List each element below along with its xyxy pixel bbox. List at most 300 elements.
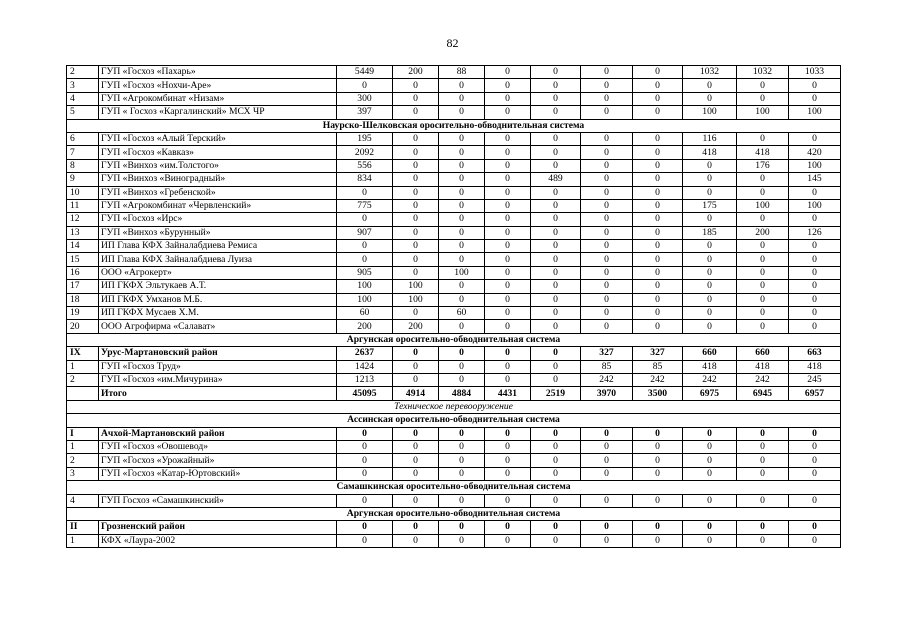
value-cell: 0: [633, 159, 683, 172]
value-cell: 0: [581, 92, 633, 105]
value-cell: 0: [393, 226, 439, 239]
table-row: [67, 146, 841, 159]
value-cell: 0: [581, 226, 633, 239]
value-cell: 100: [393, 280, 439, 293]
value-cell: 0: [789, 307, 841, 320]
value-cell: 0: [393, 240, 439, 253]
value-cell: 0: [531, 106, 581, 119]
value-cell: 420: [789, 146, 841, 159]
row-number-cell: 2: [67, 373, 99, 386]
value-cell: 100: [737, 199, 789, 212]
page-number: 82: [446, 36, 459, 50]
value-cell: 0: [531, 320, 581, 333]
value-cell: 0: [737, 320, 789, 333]
value-cell: 0: [581, 494, 633, 507]
value-cell: 6945: [737, 387, 789, 400]
value-cell: 0: [439, 280, 485, 293]
value-cell: 0: [485, 280, 531, 293]
value-cell: 100: [439, 266, 485, 279]
name-cell: ИП ГКФХ Мусаев Х.М.: [99, 307, 337, 320]
value-cell: 0: [789, 266, 841, 279]
value-cell: 0: [633, 440, 683, 453]
name-cell: Урус-Мартановский район: [99, 347, 337, 360]
value-cell: 0: [531, 293, 581, 306]
table-row: [67, 79, 841, 92]
value-cell: 0: [789, 240, 841, 253]
value-cell: 660: [737, 347, 789, 360]
value-cell: 0: [337, 440, 393, 453]
value-cell: 0: [737, 494, 789, 507]
value-cell: 1032: [737, 66, 789, 79]
value-cell: 0: [737, 186, 789, 199]
value-cell: 0: [683, 427, 737, 440]
row-number-cell: 14: [67, 240, 99, 253]
row-number-cell: 12: [67, 213, 99, 226]
value-cell: 45095: [337, 387, 393, 400]
value-cell: 0: [581, 293, 633, 306]
value-cell: 6975: [683, 387, 737, 400]
value-cell: 0: [581, 427, 633, 440]
value-cell: 1032: [683, 66, 737, 79]
row-number-cell: IX: [67, 347, 99, 360]
value-cell: 0: [531, 521, 581, 534]
value-cell: 0: [393, 373, 439, 386]
value-cell: 0: [737, 521, 789, 534]
table-row: [67, 92, 841, 105]
name-cell: ГУП «Госхоз «Катар-Юртовский»: [99, 467, 337, 480]
value-cell: 0: [393, 494, 439, 507]
value-cell: 0: [439, 213, 485, 226]
value-cell: 0: [581, 521, 633, 534]
value-cell: 0: [531, 347, 581, 360]
value-cell: 242: [683, 373, 737, 386]
row-number-cell: 18: [67, 293, 99, 306]
value-cell: 0: [337, 521, 393, 534]
value-cell: 200: [737, 226, 789, 239]
value-cell: 88: [439, 66, 485, 79]
value-cell: 0: [581, 320, 633, 333]
name-cell: ГУП «Госхоз «Овошевод»: [99, 440, 337, 453]
value-cell: 4914: [393, 387, 439, 400]
value-cell: 0: [737, 213, 789, 226]
name-cell: ООО «Агрокерт»: [99, 266, 337, 279]
section-title: Аргунская оросительно-обводнительная система: [67, 507, 841, 520]
table-row: [67, 226, 841, 239]
value-cell: 0: [393, 159, 439, 172]
name-cell: Ачхой-Мартановский район: [99, 427, 337, 440]
value-cell: 0: [683, 173, 737, 186]
value-cell: 0: [531, 427, 581, 440]
value-cell: 0: [337, 427, 393, 440]
value-cell: 0: [485, 521, 531, 534]
value-cell: 0: [633, 66, 683, 79]
value-cell: 100: [737, 106, 789, 119]
value-cell: 907: [337, 226, 393, 239]
value-cell: 175: [683, 199, 737, 212]
value-cell: 0: [439, 467, 485, 480]
value-cell: 0: [393, 173, 439, 186]
value-cell: 0: [485, 159, 531, 172]
value-cell: 100: [789, 159, 841, 172]
value-cell: 0: [581, 454, 633, 467]
value-cell: 0: [393, 347, 439, 360]
value-cell: 0: [581, 440, 633, 453]
table-row: [67, 106, 841, 119]
value-cell: 0: [531, 373, 581, 386]
value-cell: 0: [485, 454, 531, 467]
value-cell: 245: [789, 373, 841, 386]
name-cell: ИП ГКФХ Умханов М.Б.: [99, 293, 337, 306]
value-cell: 0: [789, 320, 841, 333]
section-title: Самашкинская оросительно-обводнительная система: [67, 481, 841, 494]
value-cell: 195: [337, 132, 393, 145]
section-header-row: [67, 119, 841, 132]
row-number-cell: 4: [67, 494, 99, 507]
name-cell: Итого: [99, 387, 337, 400]
section-title: Аргунская оросительно-обводнительная система: [67, 333, 841, 346]
value-cell: 0: [337, 79, 393, 92]
value-cell: 0: [531, 454, 581, 467]
value-cell: 0: [337, 467, 393, 480]
value-cell: 0: [581, 146, 633, 159]
value-cell: 0: [337, 494, 393, 507]
value-cell: 0: [683, 521, 737, 534]
value-cell: 0: [485, 320, 531, 333]
value-cell: 0: [393, 186, 439, 199]
value-cell: 0: [683, 293, 737, 306]
value-cell: 556: [337, 159, 393, 172]
value-cell: 0: [531, 66, 581, 79]
value-cell: 0: [439, 427, 485, 440]
name-cell: ГУП Госхоз «Самашкинский»: [99, 494, 337, 507]
value-cell: 0: [485, 132, 531, 145]
value-cell: 0: [485, 360, 531, 373]
value-cell: 418: [737, 146, 789, 159]
value-cell: 663: [789, 347, 841, 360]
value-cell: 0: [581, 159, 633, 172]
section-title: Техническое перевооружение: [67, 400, 841, 413]
value-cell: 0: [581, 213, 633, 226]
value-cell: 0: [393, 427, 439, 440]
value-cell: 3500: [633, 387, 683, 400]
value-cell: 0: [485, 494, 531, 507]
value-cell: 0: [485, 240, 531, 253]
value-cell: 0: [439, 534, 485, 547]
value-cell: 0: [633, 467, 683, 480]
name-cell: КФХ «Лаура-2002: [99, 534, 337, 547]
value-cell: 0: [737, 92, 789, 105]
value-cell: 0: [485, 186, 531, 199]
table-row: [67, 467, 841, 480]
value-cell: 0: [633, 521, 683, 534]
value-cell: 0: [531, 534, 581, 547]
value-cell: 0: [531, 280, 581, 293]
value-cell: 0: [789, 280, 841, 293]
name-cell: ГУП «Госхоз Труд»: [99, 360, 337, 373]
value-cell: 0: [485, 253, 531, 266]
value-cell: 0: [789, 467, 841, 480]
row-number-cell: 5: [67, 106, 99, 119]
value-cell: 0: [633, 293, 683, 306]
value-cell: 0: [439, 521, 485, 534]
value-cell: 242: [737, 373, 789, 386]
section-title: Ассинская оросительно-обводнительная система: [67, 414, 841, 427]
value-cell: 1033: [789, 66, 841, 79]
value-cell: 0: [439, 253, 485, 266]
value-cell: 0: [393, 467, 439, 480]
row-number-cell: 1: [67, 440, 99, 453]
value-cell: 0: [531, 146, 581, 159]
value-cell: 0: [581, 266, 633, 279]
value-cell: 3970: [581, 387, 633, 400]
name-cell: ООО Агрофирма «Салават»: [99, 320, 337, 333]
value-cell: 0: [737, 293, 789, 306]
value-cell: 0: [737, 427, 789, 440]
value-cell: 200: [337, 320, 393, 333]
value-cell: 0: [789, 293, 841, 306]
value-cell: 0: [789, 79, 841, 92]
table-body: [67, 66, 841, 548]
row-number-cell: 1: [67, 534, 99, 547]
value-cell: 0: [581, 186, 633, 199]
value-cell: 0: [439, 226, 485, 239]
value-cell: 100: [789, 106, 841, 119]
row-number-cell: 16: [67, 266, 99, 279]
value-cell: 0: [683, 454, 737, 467]
value-cell: 0: [531, 92, 581, 105]
value-cell: 4431: [485, 387, 531, 400]
value-cell: 0: [789, 440, 841, 453]
value-cell: 418: [737, 360, 789, 373]
section-header-row: [67, 507, 841, 520]
value-cell: 0: [737, 307, 789, 320]
table-row: [67, 320, 841, 333]
value-cell: 0: [439, 360, 485, 373]
value-cell: 0: [581, 199, 633, 212]
value-cell: 327: [633, 347, 683, 360]
value-cell: 0: [737, 240, 789, 253]
value-cell: 0: [485, 92, 531, 105]
row-number-cell: 20: [67, 320, 99, 333]
name-cell: ГУП «Винхоз «Виноградный»: [99, 173, 337, 186]
value-cell: 0: [485, 307, 531, 320]
value-cell: 0: [633, 494, 683, 507]
summary-row: [67, 521, 841, 534]
value-cell: 0: [393, 146, 439, 159]
value-cell: 0: [789, 92, 841, 105]
value-cell: 0: [737, 440, 789, 453]
row-number-cell: II: [67, 521, 99, 534]
value-cell: 100: [337, 293, 393, 306]
value-cell: 116: [683, 132, 737, 145]
value-cell: 0: [789, 454, 841, 467]
value-cell: 0: [485, 467, 531, 480]
value-cell: 0: [683, 213, 737, 226]
value-cell: 0: [581, 132, 633, 145]
value-cell: 0: [789, 534, 841, 547]
table-row: [67, 159, 841, 172]
value-cell: 0: [485, 440, 531, 453]
value-cell: 0: [393, 106, 439, 119]
value-cell: 242: [633, 373, 683, 386]
value-cell: 2637: [337, 347, 393, 360]
value-cell: 60: [337, 307, 393, 320]
value-cell: 0: [531, 132, 581, 145]
value-cell: 5449: [337, 66, 393, 79]
name-cell: ГУП «Госхоз «Кавказ»: [99, 146, 337, 159]
value-cell: 6957: [789, 387, 841, 400]
value-cell: 0: [531, 253, 581, 266]
value-cell: 0: [633, 427, 683, 440]
value-cell: 0: [737, 173, 789, 186]
value-cell: 0: [683, 79, 737, 92]
value-cell: 0: [633, 280, 683, 293]
name-cell: ГУП « Госхоз «Каргалинский» МСХ ЧР: [99, 106, 337, 119]
value-cell: 0: [485, 146, 531, 159]
value-cell: 0: [531, 213, 581, 226]
value-cell: 0: [737, 253, 789, 266]
value-cell: 0: [485, 213, 531, 226]
name-cell: ГУП «Госхоз «им.Мичурина»: [99, 373, 337, 386]
value-cell: 0: [439, 146, 485, 159]
value-cell: 0: [337, 186, 393, 199]
value-cell: 418: [683, 146, 737, 159]
value-cell: 0: [633, 320, 683, 333]
irrigation-table: [66, 65, 841, 548]
value-cell: 85: [633, 360, 683, 373]
value-cell: 1213: [337, 373, 393, 386]
value-cell: 0: [683, 534, 737, 547]
value-cell: 0: [485, 79, 531, 92]
value-cell: 2519: [531, 387, 581, 400]
value-cell: 418: [789, 360, 841, 373]
value-cell: 0: [633, 307, 683, 320]
table-row: [67, 213, 841, 226]
row-number-cell: 2: [67, 66, 99, 79]
table-row: [67, 199, 841, 212]
value-cell: 85: [581, 360, 633, 373]
value-cell: 905: [337, 266, 393, 279]
value-cell: 0: [737, 266, 789, 279]
name-cell: ГУП «Агрокомбинат «Низам»: [99, 92, 337, 105]
row-number-cell: 10: [67, 186, 99, 199]
table-row: [67, 373, 841, 386]
value-cell: 0: [485, 293, 531, 306]
value-cell: 834: [337, 173, 393, 186]
value-cell: 397: [337, 106, 393, 119]
value-cell: 418: [683, 360, 737, 373]
section-header-row: [67, 400, 841, 413]
row-number-cell: I: [67, 427, 99, 440]
table-row: [67, 440, 841, 453]
value-cell: 0: [485, 106, 531, 119]
value-cell: 0: [393, 266, 439, 279]
name-cell: ГУП «Винхоз «им.Толстого»: [99, 159, 337, 172]
row-number-cell: 8: [67, 159, 99, 172]
name-cell: ИП Глава КФХ Зайналабдиева Ремиса: [99, 240, 337, 253]
name-cell: ГУП «Госхоз «Урожайный»: [99, 454, 337, 467]
value-cell: 0: [683, 92, 737, 105]
name-cell: ГУП «Госхоз «Пахарь»: [99, 66, 337, 79]
row-number-cell: 1: [67, 360, 99, 373]
name-cell: ИП ГКФХ Эльтукаев А.Т.: [99, 280, 337, 293]
name-cell: ГУП «Винхоз «Бурунный»: [99, 226, 337, 239]
value-cell: 300: [337, 92, 393, 105]
value-cell: 126: [789, 226, 841, 239]
value-cell: 185: [683, 226, 737, 239]
value-cell: 0: [531, 440, 581, 453]
value-cell: 0: [633, 213, 683, 226]
value-cell: 0: [581, 66, 633, 79]
value-cell: 0: [633, 199, 683, 212]
value-cell: 100: [789, 199, 841, 212]
value-cell: 0: [393, 132, 439, 145]
value-cell: 0: [789, 494, 841, 507]
value-cell: 0: [393, 360, 439, 373]
value-cell: 0: [789, 253, 841, 266]
value-cell: 0: [737, 454, 789, 467]
value-cell: 0: [337, 253, 393, 266]
value-cell: 0: [633, 266, 683, 279]
value-cell: 0: [581, 467, 633, 480]
value-cell: 0: [581, 173, 633, 186]
name-cell: ГУП «Агрокомбинат «Червленский»: [99, 199, 337, 212]
value-cell: 0: [393, 79, 439, 92]
value-cell: 200: [393, 66, 439, 79]
value-cell: 0: [633, 226, 683, 239]
value-cell: 0: [581, 106, 633, 119]
table-row: [67, 66, 841, 79]
value-cell: 0: [683, 240, 737, 253]
value-cell: 0: [393, 440, 439, 453]
table-row: [67, 360, 841, 373]
value-cell: 0: [439, 240, 485, 253]
value-cell: 0: [439, 132, 485, 145]
table-row: [67, 186, 841, 199]
section-title: Наурско-Шелковская оросительно-обводнительная система: [67, 119, 841, 132]
row-number-cell: 19: [67, 307, 99, 320]
value-cell: 0: [393, 307, 439, 320]
name-cell: ГУП «Госхоз «Нохчи-Аре»: [99, 79, 337, 92]
value-cell: 0: [581, 534, 633, 547]
value-cell: 0: [531, 226, 581, 239]
value-cell: 489: [531, 173, 581, 186]
value-cell: 0: [633, 92, 683, 105]
name-cell: ИП Глава КФХ Зайналабдиева Луиза: [99, 253, 337, 266]
value-cell: 0: [633, 253, 683, 266]
table-row: [67, 307, 841, 320]
value-cell: 0: [439, 199, 485, 212]
value-cell: 0: [439, 494, 485, 507]
section-header-row: [67, 414, 841, 427]
table-row: [67, 173, 841, 186]
value-cell: 200: [393, 320, 439, 333]
value-cell: 0: [439, 373, 485, 386]
value-cell: 0: [439, 440, 485, 453]
value-cell: 0: [485, 226, 531, 239]
value-cell: 0: [633, 106, 683, 119]
value-cell: 0: [485, 347, 531, 360]
table-row: [67, 494, 841, 507]
value-cell: 2092: [337, 146, 393, 159]
value-cell: 0: [789, 427, 841, 440]
value-cell: 0: [485, 199, 531, 212]
value-cell: 100: [393, 293, 439, 306]
row-number-cell: 3: [67, 79, 99, 92]
value-cell: 0: [633, 132, 683, 145]
table-row: [67, 240, 841, 253]
value-cell: 0: [485, 427, 531, 440]
